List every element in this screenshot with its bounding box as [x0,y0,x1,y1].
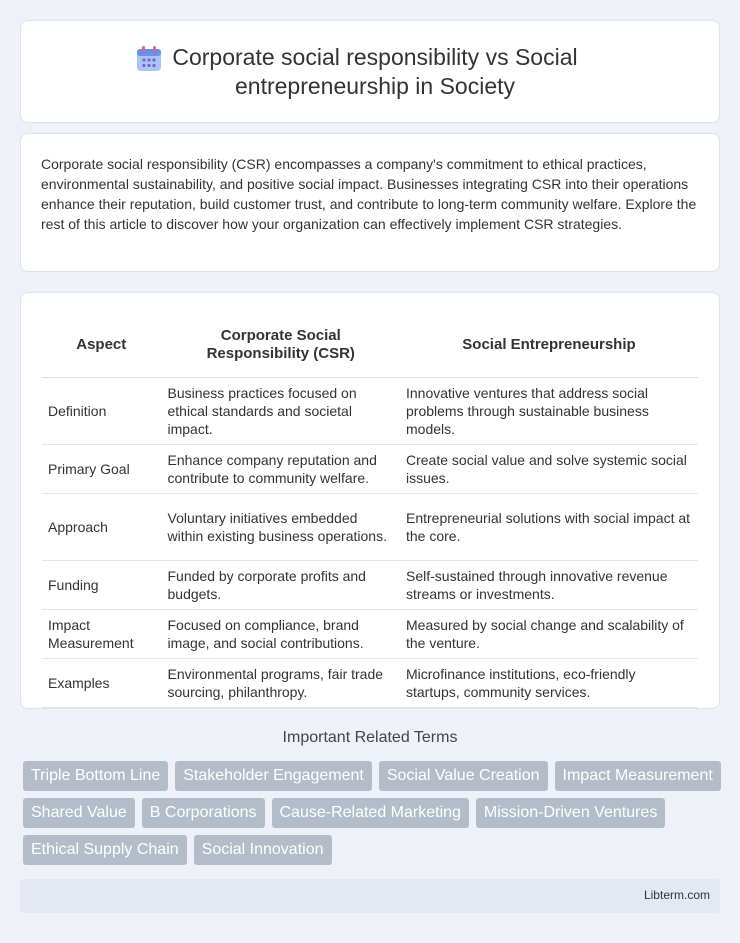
row-social-entrepreneurship: Self-sustained through innovative revenue streams or investments. [400,560,698,609]
related-term-tag[interactable]: Ethical Supply Chain [23,835,187,865]
row-csr: Voluntary initiatives embedded within existing business operations. [161,493,400,560]
related-term-tag[interactable]: Mission-Driven Ventures [476,798,665,828]
related-term-tag[interactable]: Triple Bottom Line [23,761,168,791]
table-header-row [42,314,698,377]
table-row [42,493,698,560]
comparison-table [42,314,698,708]
header-aspect: Aspect [42,314,161,377]
related-term-tag[interactable]: Impact Measurement [555,761,721,791]
related-term-tag[interactable]: Shared Value [23,798,135,828]
row-aspect: Approach [42,493,161,560]
table-row [42,444,698,493]
footer-brand-link[interactable]: Libterm.com [643,888,710,902]
related-term-tag[interactable]: Stakeholder Engagement [175,761,372,791]
row-social-entrepreneurship: Create social value and solve systemic social issues. [400,444,698,493]
row-csr: Enhance company reputation and contribute to community welfare. [161,444,400,493]
table-row [42,560,698,609]
row-aspect: Impact Measurement [42,609,161,658]
row-csr: Environmental programs, fair trade sourcing, philanthropy. [161,658,400,707]
header-social-entrepreneurship: Social Entrepreneurship [400,314,698,377]
related-terms-heading: Important Related Terms [282,729,458,746]
title-card [20,20,720,123]
row-aspect: Primary Goal [42,444,161,493]
intro-card [20,133,720,272]
comparison-card [20,292,720,709]
row-social-entrepreneurship: Innovative ventures that address social problems through sustainable business models. [400,377,698,444]
table-row [42,377,698,444]
intro-paragraph: Corporate social responsibility (CSR) encompasses a company's commitment to ethical practices, environmental sustainability, and positive social impact. Businesses integrating CSR into their operations enhance their reputation, build customer trust, and contribute to long-term community welfare. Explore the rest of this article to discover how your organization can effectively implement CSR strategies. [41,156,697,232]
related-term-tag[interactable]: Social Value Creation [379,761,548,791]
row-aspect: Examples [42,658,161,707]
row-social-entrepreneurship: Entrepreneurial solutions with social impact at the core. [400,493,698,560]
related-term-tag[interactable]: B Corporations [142,798,265,828]
related-term-tag[interactable]: Social Innovation [194,835,332,865]
table-row [42,609,698,658]
row-aspect: Funding [42,560,161,609]
footer [20,879,720,913]
related-terms-list [23,761,723,865]
page-title: Corporate social responsibility vs Social entrepreneurship in Society [172,43,578,99]
related-term-tag[interactable]: Cause-Related Marketing [272,798,469,828]
row-csr: Funded by corporate profits and budgets. [161,560,400,609]
header-csr: Corporate Social Responsibility (CSR) [161,314,400,377]
row-aspect: Definition [42,377,161,444]
row-csr: Business practices focused on ethical standards and societal impact. [161,377,400,444]
table-row [42,658,698,707]
row-csr: Focused on compliance, brand image, and social contributions. [161,609,400,658]
row-social-entrepreneurship: Measured by social change and scalability of the venture. [400,609,698,658]
row-social-entrepreneurship: Microfinance institutions, eco-friendly startups, community services. [400,658,698,707]
